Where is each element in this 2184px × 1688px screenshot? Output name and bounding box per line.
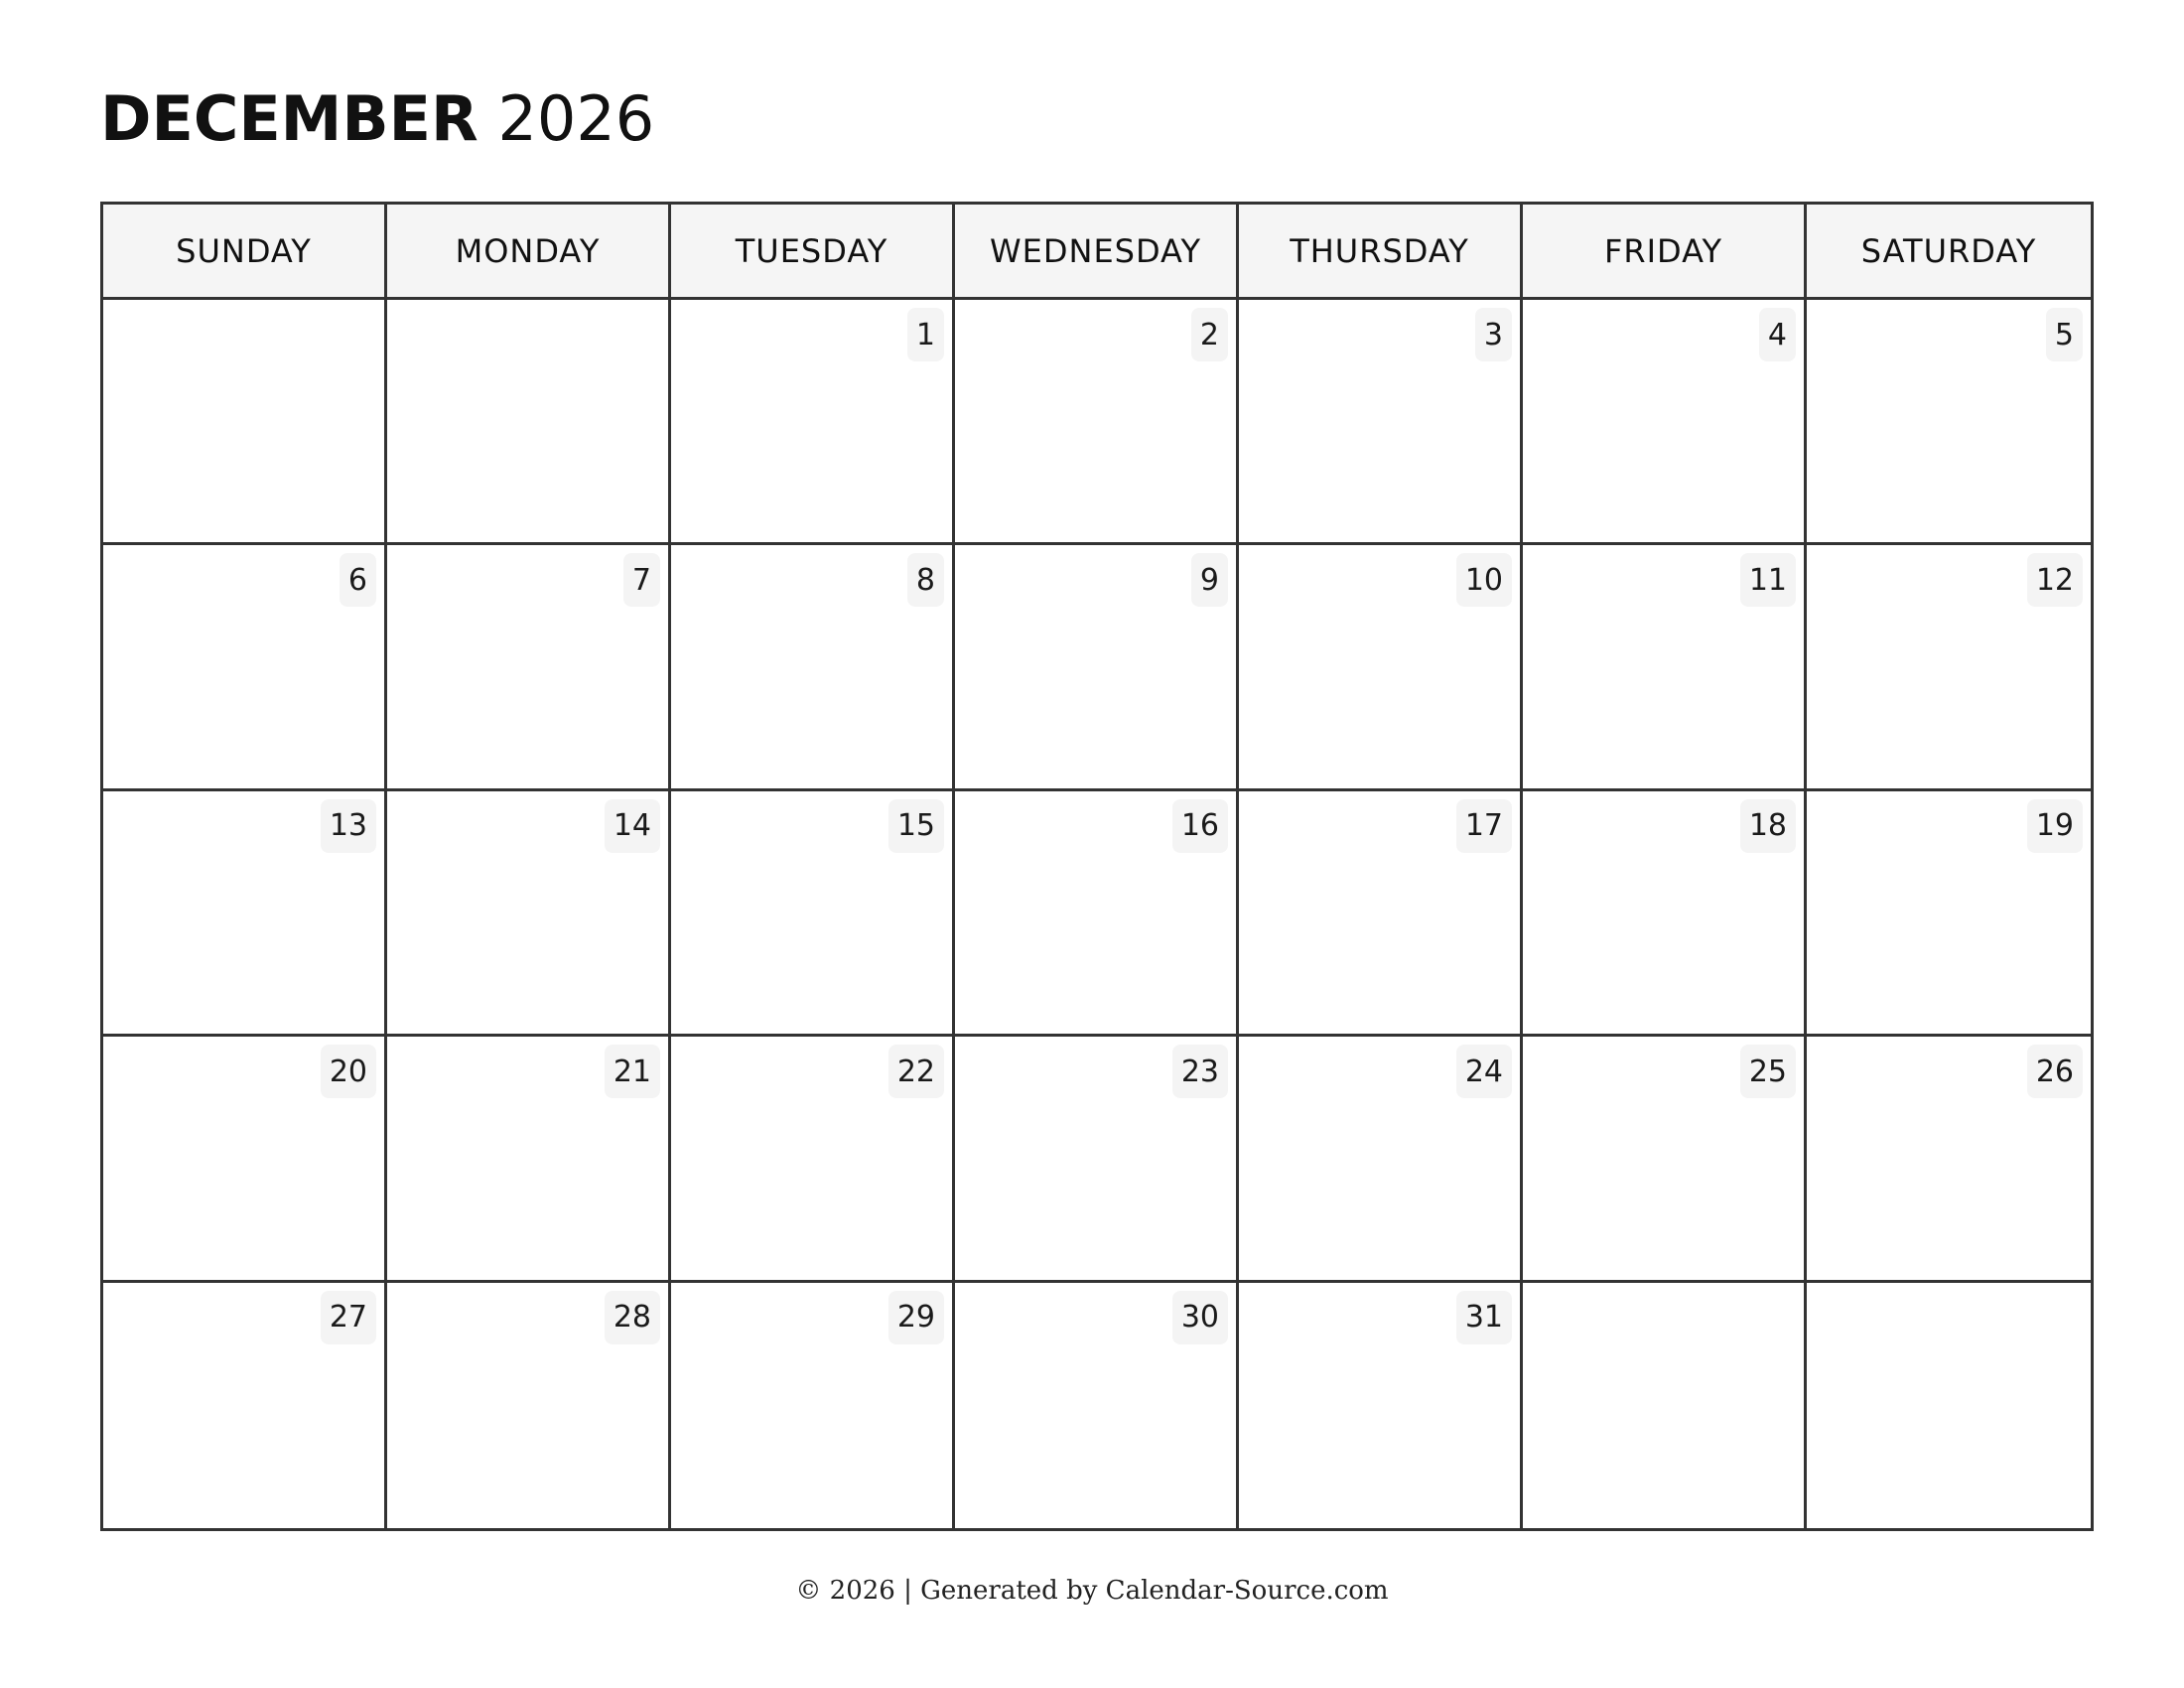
day-cell-19	[1807, 791, 2091, 1037]
day-number: 22	[888, 1045, 944, 1098]
day-number: 13	[321, 799, 376, 853]
weekday-header-thursday: THURSDAY	[1239, 205, 1523, 300]
day-number: 18	[1740, 799, 1796, 853]
day-number: 28	[605, 1291, 660, 1344]
day-number: 14	[605, 799, 660, 853]
day-number: 24	[1456, 1045, 1512, 1098]
day-number: 19	[2027, 799, 2083, 853]
day-cell-18	[1523, 791, 1807, 1037]
day-number: 29	[888, 1291, 944, 1344]
day-cell-1	[671, 300, 955, 545]
day-number: 3	[1475, 308, 1512, 361]
day-number: 26	[2027, 1045, 2083, 1098]
weekday-header-friday: FRIDAY	[1523, 205, 1807, 300]
day-number: 7	[623, 553, 660, 607]
day-number: 12	[2027, 553, 2083, 607]
day-number: 2	[1191, 308, 1228, 361]
day-cell-20	[103, 1037, 387, 1282]
day-cell-16	[955, 791, 1239, 1037]
day-number: 23	[1172, 1045, 1228, 1098]
day-number: 10	[1456, 553, 1512, 607]
day-cell-3	[1239, 300, 1523, 545]
day-number: 1	[907, 308, 944, 361]
empty-day-cell	[387, 300, 671, 545]
day-number: 15	[888, 799, 944, 853]
day-cell-7	[387, 545, 671, 790]
day-cell-23	[955, 1037, 1239, 1282]
weekday-header-tuesday: TUESDAY	[671, 205, 955, 300]
day-cell-9	[955, 545, 1239, 790]
day-cell-29	[671, 1283, 955, 1528]
day-cell-21	[387, 1037, 671, 1282]
day-number: 4	[1759, 308, 1796, 361]
day-cell-8	[671, 545, 955, 790]
day-number: 17	[1456, 799, 1512, 853]
day-number: 21	[605, 1045, 660, 1098]
day-cell-28	[387, 1283, 671, 1528]
empty-day-cell	[1807, 1283, 2091, 1528]
empty-day-cell	[103, 300, 387, 545]
weekday-header-wednesday: WEDNESDAY	[955, 205, 1239, 300]
day-number: 30	[1172, 1291, 1228, 1344]
day-cell-31	[1239, 1283, 1523, 1528]
day-cell-24	[1239, 1037, 1523, 1282]
day-number: 11	[1740, 553, 1796, 607]
day-cell-2	[955, 300, 1239, 545]
day-cell-11	[1523, 545, 1807, 790]
day-number: 9	[1191, 553, 1228, 607]
day-number: 6	[340, 553, 376, 607]
empty-day-cell	[1523, 1283, 1807, 1528]
day-number: 25	[1740, 1045, 1796, 1098]
day-cell-15	[671, 791, 955, 1037]
weekday-header-sunday: SUNDAY	[103, 205, 387, 300]
day-number: 20	[321, 1045, 376, 1098]
day-number: 27	[321, 1291, 376, 1344]
day-number: 31	[1456, 1291, 1512, 1344]
weekday-header-saturday: SATURDAY	[1807, 205, 2091, 300]
day-cell-13	[103, 791, 387, 1037]
day-cell-17	[1239, 791, 1523, 1037]
day-cell-6	[103, 545, 387, 790]
day-cell-30	[955, 1283, 1239, 1528]
day-cell-27	[103, 1283, 387, 1528]
day-cell-5	[1807, 300, 2091, 545]
calendar-grid	[100, 202, 2094, 1531]
day-cell-4	[1523, 300, 1807, 545]
day-cell-22	[671, 1037, 955, 1282]
weekday-header-monday: MONDAY	[387, 205, 671, 300]
day-cell-25	[1523, 1037, 1807, 1282]
day-cell-10	[1239, 545, 1523, 790]
day-cell-12	[1807, 545, 2091, 790]
footer-credit: © 2026 | Generated by Calendar-Source.com	[795, 1576, 1389, 1606]
page-title	[100, 79, 654, 159]
day-number: 16	[1172, 799, 1228, 853]
title-year: 2026	[497, 82, 655, 155]
title-month: DECEMBER	[100, 82, 478, 155]
day-number: 8	[907, 553, 944, 607]
day-cell-14	[387, 791, 671, 1037]
day-number: 5	[2046, 308, 2083, 361]
day-cell-26	[1807, 1037, 2091, 1282]
